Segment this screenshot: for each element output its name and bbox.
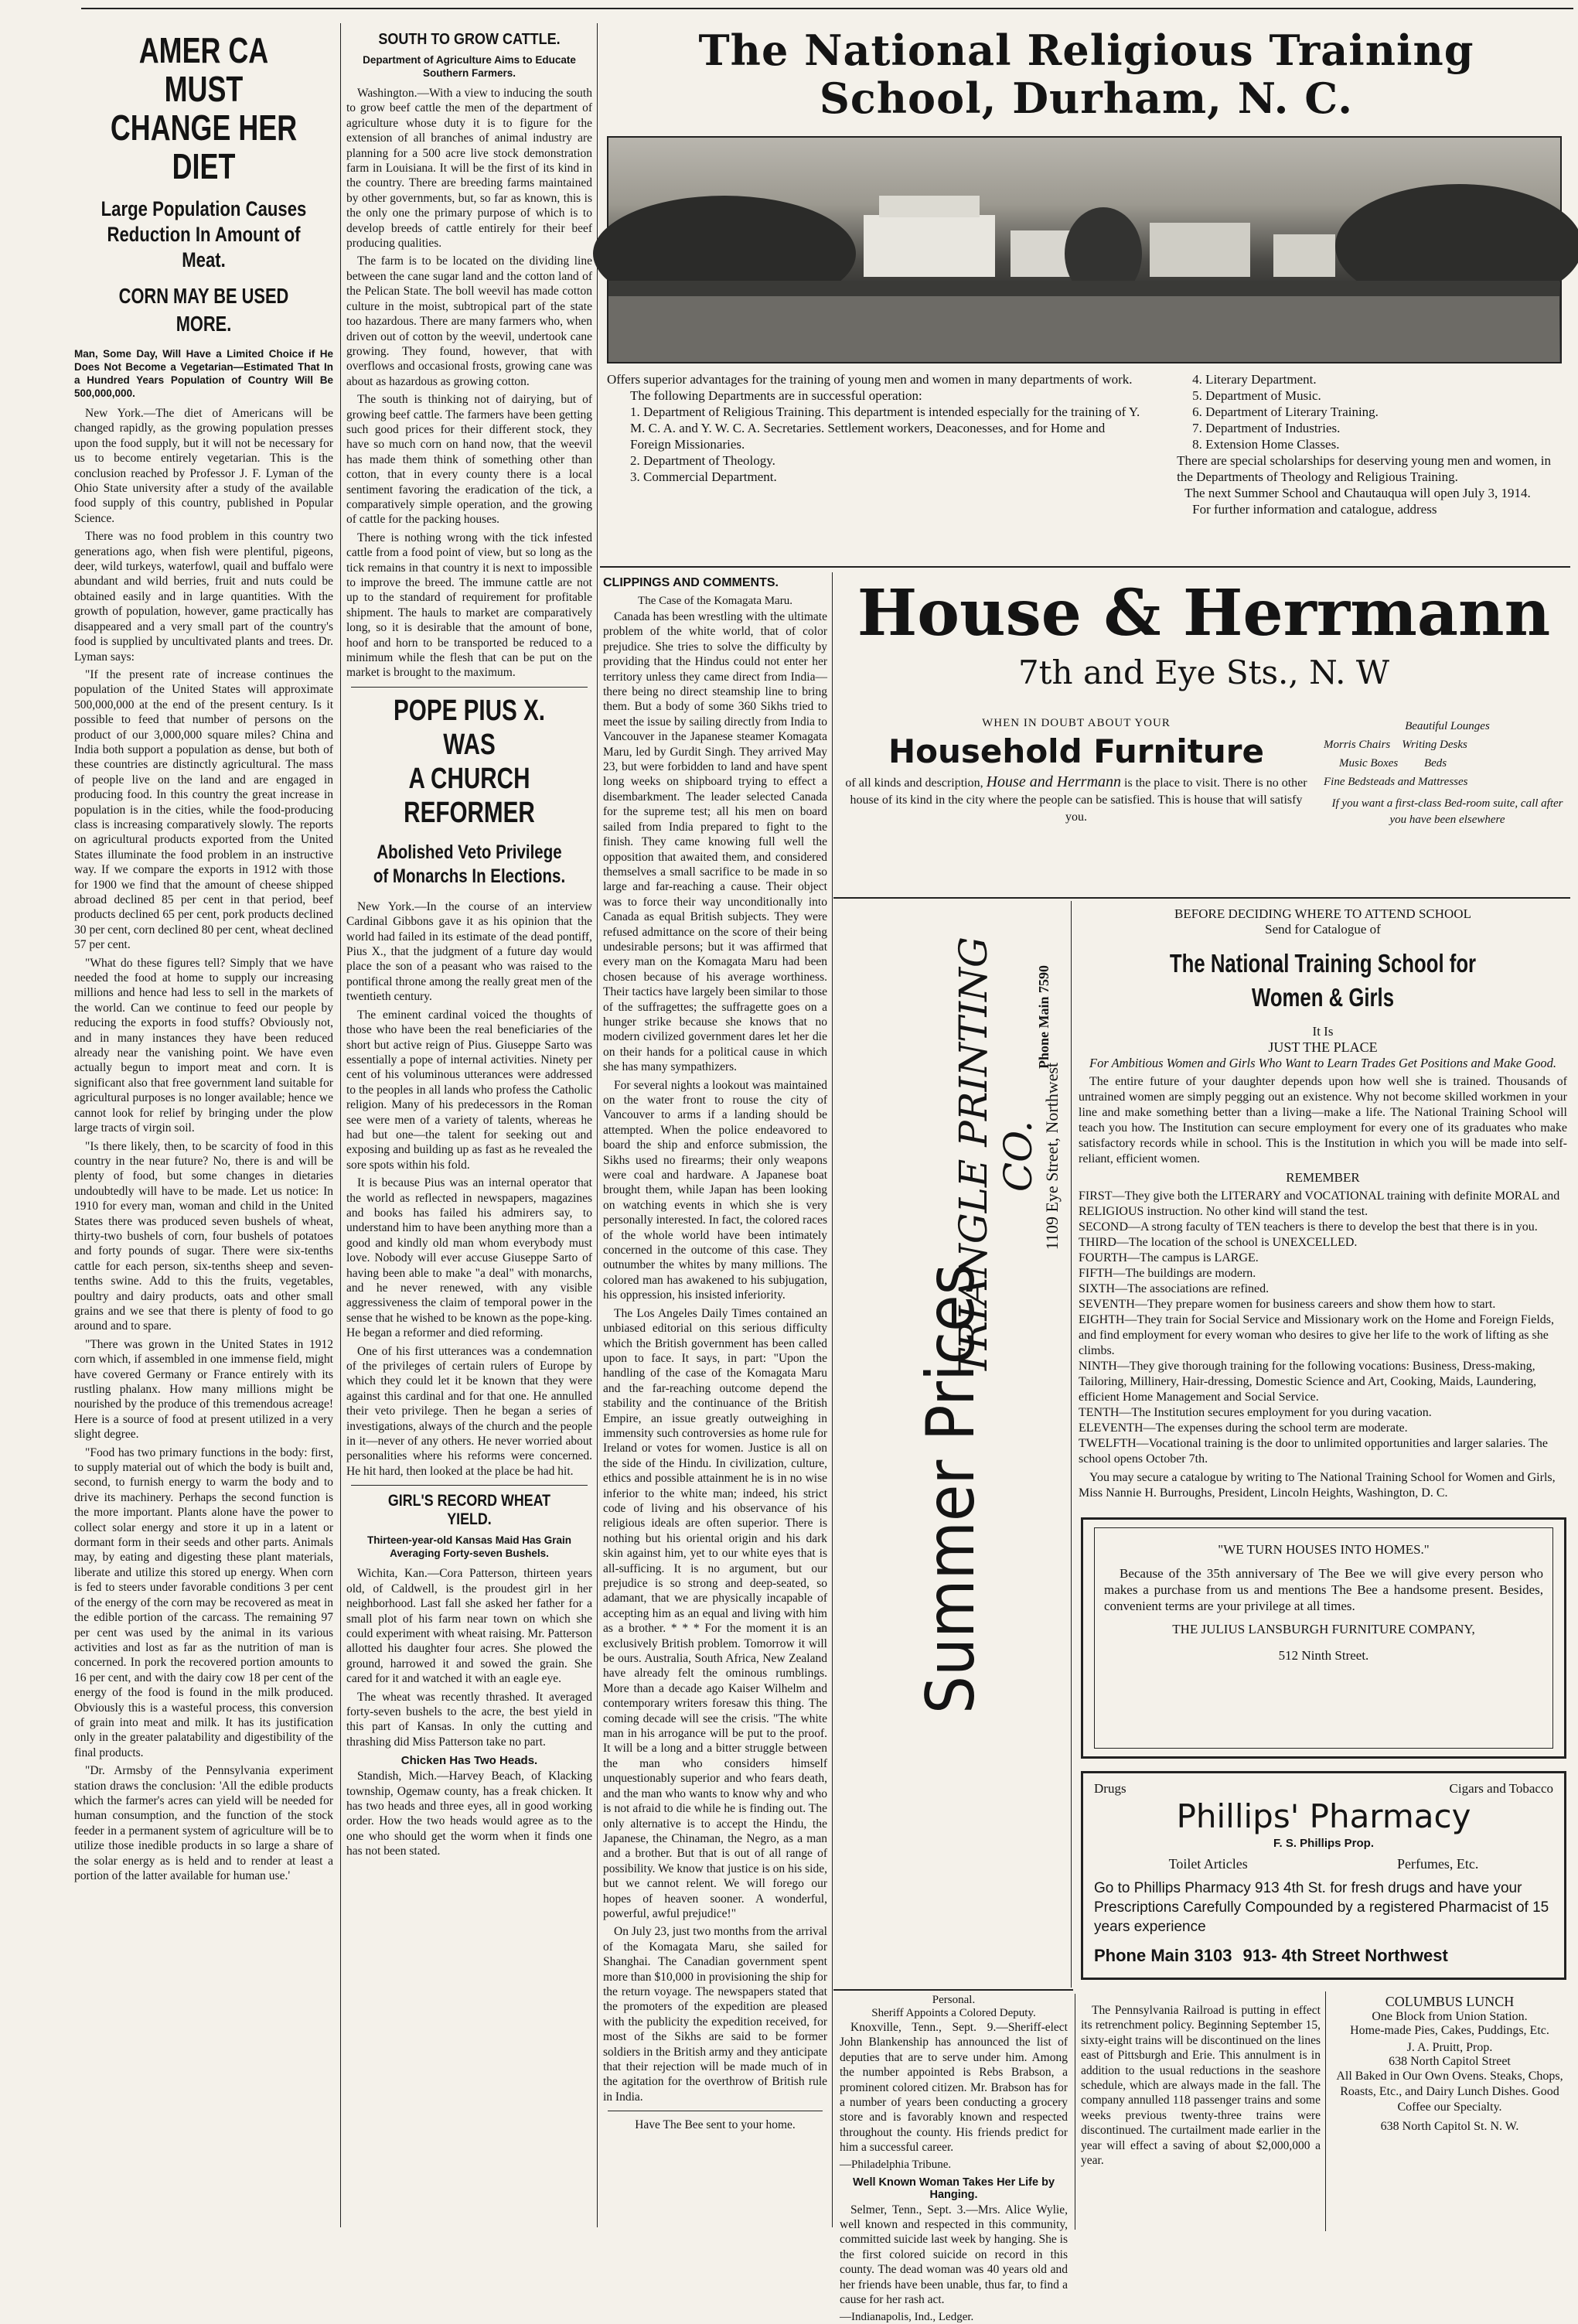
- ad-dept-7: 7. Department of Industries.: [1192, 421, 1341, 435]
- page-top-rule: [81, 8, 1573, 9]
- column-rule: [832, 572, 833, 2227]
- hh-body-2: is the place to visit. There is no other house of its kind in the city where the people can be satisfied. This is house that will satisfy you.: [850, 776, 1307, 824]
- phillips-toilet: Toilet Articles: [1168, 1856, 1248, 1872]
- lansburgh-company: THE JULIUS LANSBURGH FURNITURE COMPANY,: [1172, 1622, 1475, 1636]
- columbus-body: All Baked in Our Own Ovens. Steaks, Chops, Roasts, Etc., and Dairy Lunch Dishes. Good Coffee our Specialty.: [1336, 2070, 1563, 2114]
- ts-item: TWELFTH—Vocational training is the door to unlimited opportunities and larger salaries. The school opens October 7th.: [1079, 1437, 1548, 1466]
- lansburgh-address: 512 Ninth Street.: [1278, 1648, 1369, 1663]
- paragraph: New York.—The diet of Americans will be changed rapidly, as the growing population presses upon the food supply, but it will not be necessary for us to become entirely vegetarian. This is the conclusion reached by Professor J. F. Lyman of the Ohio State university after a study of the available food supply of this country, published in Popular Science.: [74, 407, 333, 525]
- ts-item: FIRST—They give both the LITERARY and VOCATIONAL training with definite MORAL and RELIGIOUS instruction. No other kind will stand the test.: [1079, 1189, 1560, 1218]
- ad-lead: The following Departments are in successful operation:: [630, 388, 922, 403]
- triangle-phone: Phone Main 7590: [1036, 965, 1051, 1070]
- paragraph: The wheat was recently thrashed. It averaged forty-seven bushels to the acre, the best yield in this part of Kansas. In only the cutting and thrashing did Miss Patterson take no part.: [346, 1690, 592, 1749]
- ts-closing: You may secure a catalogue by writing to The National Training School for Women and Girls, Miss Nannie H. Burroughs, President, Lincoln Heights, Washington, D. C.: [1079, 1471, 1556, 1500]
- ad-intro: Offers superior advantages for the training of young men and women in many departments of work.: [607, 372, 1133, 387]
- paragraph: "What do these figures tell? Simply that we have needed the food at home to supply our increasing millions and hence had less to sell in the markets of the world. Can we continue to feed our people by reducing the exports in food stuffs? Obviously not, and in many instances they have been reduced already near the vanishing point. We have even actually begun to import meat and corn. It is significant also that free government land suitable for agricultural purposes is no longer available; hence we cannot look for relief by bringing under the plow large tracts of virgin soil.: [74, 956, 333, 1135]
- ad-training-school-women: [1079, 906, 1567, 1514]
- ad-columbus-lunch: [1331, 1994, 1568, 2230]
- column-rule: [1325, 1991, 1326, 2231]
- deck-pope: Abolished Veto Privilege of Monarchs In Elections.: [373, 841, 566, 887]
- ad-house-herrmann: [837, 568, 1571, 897]
- paragraph: There was no food problem in this country two generations ago, when fish were plentiful, pigeons, deer, wild turkeys, waterfowl, quail and buffalo were abundant and wild berries, fruit and nuts could be obtained easily and in large quantities. With the growth of population, however, game practically has disappeared and a very small part of the country's food is supplied by uncultivated plants and trees. Dr. Lyman says:: [74, 530, 333, 664]
- ad-title-line-1: The National Religious Training: [698, 26, 1474, 75]
- paragraph: The south is thinking not of dairying, but of growing beef cattle. The farmers have been getting such good prices for their different stock, they have so much corn on hand now, that the weevil has made them think of something other than cotton, that in every county there is a local sentiment favoring the eradication of the tick, a comparatively simple operation, and the growing of cattle for the packing houses.: [346, 393, 592, 527]
- divider: [351, 1485, 588, 1486]
- ts-item: FIFTH—The buildings are modern.: [1079, 1267, 1256, 1280]
- phillips-cigars: Cigars and Tobacco: [1449, 1781, 1553, 1796]
- paragraph: It is because Pius was an internal operator that the world as reflected in newspapers, magazines and books has failed his admirers say, to understand him to have been anything more than a good and kindly old man whom everybody must love. Nobody will ever accuse Giuseppe Sarto of having been able to make "a deal" with monarchs, and he never renewed, with any visible aggressiveness the claim of temporal power in the sense that he wished to be known as the pope-king. He began a reformer and died reforming.: [346, 1176, 592, 1340]
- ts-item: NINTH—They give thorough training for the following vocations: Business, Dress-making, Tailoring, Millinery, Hair-dressing, Domestic Science and Art, Cooking, Maids, Laundering, efficient Home Management and Social Service.: [1079, 1360, 1537, 1404]
- article-personal: [840, 1994, 1068, 2323]
- ad-dept-2: 2. Department of Theology.: [630, 453, 775, 468]
- headline-pope-2: A CHURCH REFORMER: [404, 762, 535, 829]
- hh-item: Beautiful Lounges: [1405, 720, 1490, 732]
- ad-dept-1: 1. Department of Religious Training. This department is intended especially for the training of Y. M. C. A. and Y. W. C. A. Secretaries. Settlement workers, Deaconesses, and for Home and Foreign Missionaries.: [630, 404, 1140, 452]
- phillips-name: Phillips' Pharmacy: [1176, 1797, 1471, 1835]
- triangle-summer-prices: Summer Prices: [912, 1263, 990, 1715]
- headline-south-cattle: SOUTH TO GROW CATTLE.: [378, 31, 561, 48]
- paragraph: The farm is to be located on the dividing line between the cane sugar land and the cotton land of the Pelican State. The boll weevil has made cotton culture in the moist, subtropical part of the state too hazardous. There are many farmers who, when driven out of cotton by the weevil, undertook cane growing. They found, however, that with overflows and occasional frosts, growing cane was about as hazardous as growing cotton.: [346, 254, 592, 388]
- columbus-line-2: Home-made Pies, Cakes, Puddings, Etc.: [1350, 2024, 1549, 2037]
- ad-phillips-pharmacy: [1081, 1771, 1566, 1980]
- hh-address: 7th and Eye Sts., N. W: [1017, 654, 1390, 691]
- ts-item: TENTH—The Institution secures employment for you during vacation.: [1079, 1406, 1432, 1419]
- article-clippings: [603, 576, 827, 2231]
- personal-subhead-2: Well Known Woman Takes Her Life by Hanging.: [852, 2176, 1055, 2201]
- phillips-perfumes: Perfumes, Etc.: [1396, 1856, 1479, 1872]
- hh-name: House & Herrmann: [857, 576, 1551, 650]
- deck-corn-may-be-used: CORN MAY BE USED MORE.: [118, 284, 289, 336]
- ts-item: SECOND—A strong faculty of TEN teachers is there to develop the best that there is in you.: [1079, 1220, 1538, 1234]
- phillips-prop: F. S. Phillips Prop.: [1273, 1837, 1375, 1850]
- ts-item: ELEVENTH—The expenses during the school term are moderate.: [1079, 1421, 1408, 1435]
- ts-item: THIRD—The location of the school is UNEXCELLED.: [1079, 1236, 1358, 1249]
- lansburgh-body: Because of the 35th anniversary of The Bee we will give every person who makes a purchase from us and mentions The Bee a handsome present. Besides, convenient terms are your privilege at all times.: [1104, 1566, 1543, 1613]
- railroad-body: The Pennsylvania Railroad is putting in effect its retrenchment policy. Beginning September 15, sixty-eight trains will be discontinued on the lines east of Pittsburgh and Erie. This annulment is in addition to the usual reductions in the seashore schedule, which are always made in the fall. The company annulled 118 passenger trains and some weeks previous twenty-three trains were discontinued. The curtailment made earlier in the year will effect a saving of about $2,000,000 a year.: [1081, 2004, 1321, 2168]
- columbus-prop: J. A. Pruitt, Prop.: [1406, 2041, 1493, 2054]
- hh-household: Household Furniture: [888, 732, 1264, 770]
- ts-remember: REMEMBER: [1286, 1170, 1360, 1185]
- section-rule: [833, 1989, 1073, 1991]
- columbus-line-1: One Block from Union Station.: [1372, 2010, 1528, 2023]
- ad-summer-school: The next Summer School and Chautauqua will open July 3, 1914.: [1184, 486, 1531, 500]
- paragraph: Canada has been wrestling with the ultimate problem of the white world, that of color prejudice. She tries to solve the difficulty by providing that the Hindus could not enter her territory unless they came direct from India—there being no direct steamship line to bring them. But a body of some 360 Sikhs tried to meet the issue by sailing directly from India to Vancouver in the Japanese steamer Komagata Maru, led by Gurdit Singh. They arrived May 23, but were forbidden to land and have spent long weeks on shipboard trying to effect a disembarkment. The leader selected Canada for the supreme test; all his men on board sailed from India prepared to fight to the finish. They came knowing full well the opposition that awaited them, and considered themselves a small sacrifice to be made in so large and far-reaching a cause. Their object was to force their way unconditionally into Canada as equal British subjects. They were refused admittance on the score of their being undesirable persons; but it was affirmed that every man on the Komagata Maru had been chosen because of his average worthiness. Their tactics have largely been similar to those of the suffragettes; the suffragette goes on a hunger strike because she knows that no modern civilized government dares let her die on their hands for a political cause in which she has many sympathizers.: [603, 610, 827, 1074]
- ad-further-info: For further information and catalogue, address: [1192, 502, 1437, 517]
- ad-dept-6: 6. Department of Literary Training.: [1192, 404, 1379, 419]
- paragraph: One of his first utterances was a condemnation of the privileges of certain rulers of Europe by which they could let it be known that they were against this cardinal and for that one. He annulled their veto privilege. Then he began a series of investigations, always of the church and the people in it—never of any others. He never worried about personalities where his reforms were concerned. He hit hard, then looked at the place be had hit.: [346, 1344, 592, 1478]
- paragraph: The Los Angeles Daily Times contained an unbiased editorial on this serious difficulty which the British government has been called upon to face. It says, in part: "Upon the handling of the case of the Komagata Maru and the far-reaching outcome depend the stability and the continuance of the British Empire, an issue greatly outweighing in immensity such controversies as home rule for Ireland or votes for women. Justice is all on the side of the Hindu. In civilization, culture, ethics and possible attainment he is in no wise inferior to the white man; indeed, his strict code of living and his observance of his religious ideals are often superior. There is nothing but his oriental origin and his dark skin against him, yet to our white eyes that is all-sufficing. It is no argument, but our prejudice is so strong and deep-seated, so adamant, that we are physically incapable of accepting him as an equal and living with him as a brother. * * * For the moment it is an exclusively British problem. Tomorrow it will be ours. Australia, South Africa, New Zealand have already felt the ominous rumblings. More than a decade ago Kaiser Wilhelm and contemporary writers foresaw this thing. The coming decade will see the crisis. "The white man in his arrogance will be put to the proof. It will be a long and a bitter struggle between the man who considers himself unquestionably superior and who fears death, and the man who wants to know why and who is not afraid to die while he is finding out. The only alternative is to accept the Hindu, the Japanese, the Chinaman, the Negro, as a man and a brother. But that is out of all range of possibility. We know that justice is on his side, but we cannot relent. We will forego our hopes of heaven sooner. A wonderful, powerful, awful prejudice!": [603, 1306, 827, 1920]
- summary-south-cattle: Department of Agriculture Aims to Educate Southern Farmers.: [363, 54, 576, 79]
- ad-scholarships: There are special scholarships for deserving young men and women, in the Departments of Theology and Religious Training.: [1177, 453, 1552, 484]
- paragraph: Standish, Mich.—Harvey Beach, of Klacking township, Ogemaw county, has a freak chicken. It has two heads and three eyes, all in good working order. How the two heads would agree as to the one who should get the worm when it finds one has not been stated.: [346, 1769, 592, 1858]
- columbus-name: COLUMBUS LUNCH: [1385, 1994, 1515, 2009]
- ts-send: Send for Catalogue of: [1265, 922, 1381, 937]
- ad-title-line-2: School, Durham, N. C.: [819, 73, 1354, 123]
- ad-dept-8: 8. Extension Home Classes.: [1192, 437, 1340, 452]
- ts-item: SEVENTH—They prepare women for business careers and show them how to start.: [1079, 1298, 1496, 1311]
- paragraph: "If the present rate of increase continues the population of the United States will approximate 500,000,000 at the end of the present century. Is it possible to feed that number of persons on the product of our 3,000,000 square miles? China and India both support a population as dense, but both of these countries are distinctly agricultural. The mass of people live on the land and are engaged in producing food. In this country the great increase in population is in the cities, while the food-producing class is increasing comparatively slowly. The reports on agricultural products exported from the United States illuminate the food problem in an instructive way. If we compare the exports in 1912 with those for 1900 we find that the amount of cheese shipped abroad declined 85 per cent in that period, beef products declined 65 per cent, pork products declined 30 per cent, corn declined 80 per cent, wheat declined 57 per cent.: [74, 667, 333, 952]
- campus-photo: [607, 136, 1562, 363]
- paragraph: New York.—In the course of an interview Cardinal Gibbons gave it as his opinion that the world had failed in its estimate of the dead pontiff, Pius X., that the judgment of a future day would place the son of a peasant who was raised to the pontifical throne among the really great men of the twentieth century.: [346, 899, 592, 1004]
- deck-large-population: Large Population Causes Reduction In Amount of Meat.: [101, 197, 307, 271]
- paragraph: For several nights a lookout was maintained on the water front to rouse the city of Vancouver to arms if a landing should be attempted. When the police endeavored to board the ship and enforce submission, the Sikhs used no firearms; their only weapons were coal and hardware. A Japanese boat brought them, while Japan has been looking on watching events in which she is very personally interested. In fact, the colored races of the whole world have been intimately concerned in the outcome of this case. They outnumber the whites by many millions. The colored man has awakened to his subjugation, his oppression, his insisted inferiority.: [603, 1078, 827, 1302]
- ts-place: JUST THE PLACE: [1268, 1039, 1378, 1055]
- personal-source-2: —Indianapolis, Ind., Ledger.: [840, 2310, 974, 2323]
- hh-body-name: House and Herrmann: [986, 773, 1122, 790]
- phillips-drugs: Drugs: [1094, 1781, 1126, 1796]
- ts-item: EIGHTH—They train for Social Service and Missionary work on the Home and Foreign Fields, and find employment for every woman who desires to give her life to the work of lifting as she climbs.: [1079, 1313, 1554, 1357]
- summary-girls-wheat: Thirteen-year-old Kansas Maid Has Grain Averaging Forty-seven Bushels.: [366, 1534, 572, 1560]
- hh-body-1: of all kinds and description,: [845, 776, 983, 790]
- section-rule: [833, 897, 1570, 899]
- phillips-street: 913- 4th Street Northwest: [1242, 1946, 1448, 1965]
- column-rule: [597, 23, 598, 2227]
- ts-title: The National Training School for Women & Girls: [1169, 949, 1477, 1012]
- hh-item: Morris Chairs Writing Desks: [1324, 739, 1467, 751]
- paragraph: On July 23, just two months from the arrival of the Komagata Maru, she sailed for Shanghai. The Canadian government spent more than $10,000 in provisioning the ship for the return voyage. The newspapers stated that the promoters of the expedition are pleased with the publicity the expedition received, for most of the Sikhs are said to be former soldiers in the British army and they anticipate that their rejection will be made much of in the agitation for the overthrow of British rule in India.: [603, 1925, 827, 2104]
- headline-pope-1: POPE PIUS X. WAS: [393, 694, 546, 761]
- hh-item: Fine Bedsteads and Mattresses: [1324, 776, 1468, 788]
- triangle-address: 1109 Eye Street, Northwest: [1042, 1062, 1062, 1251]
- divider: [351, 687, 588, 688]
- headline-america-1: AMER CA MUST: [138, 30, 269, 109]
- paragraph: "Is there likely, then, to be scarcity of food in this country in the near future? No, there is and will be plenty of food, but some changes in dietaries undoubtedly will have to be made. Let us notice: In 1910 for every man, woman and child in the United States there was produced seven bushels of wheat, thirty-two bushels of corn, four bushels of potatoes and forty pounds of sugar. There were six-tenths cattle for each person, six-tenths sheep and seven-tenths swine. Add to this the fruits, vegetables, poultry and dairy products, oats and other small grains and we see that there is plenty of food to go around and to spare.: [74, 1139, 333, 1333]
- paragraph: "Food has two primary functions in the body: first, to supply material out of which the body is built and, second, to furnish energy to warm the body and to drive its machinery. Perhaps the second function is the more important. Plants alone have the power to collect solar energy and store it up in a latent or dormant form in their seeds and other parts. Animals may, by eating and digesting these plant materials, liberate and utilize this stored up energy. When corn is fed to steers under favorable conditions 3 per cent of the energy of the corn may be recovered as meat in the edible portion of the carcass. The remaining 97 per cent was used by the animal in its various activities and lost as far as the nutrition of man is concerned. In pork the recovered portion amounts to 16 per cent, and with the dairy cow 18 per cent of the energy of the food is found in the milk produced. Obviously this is a wasteful process, this conversion of grain into meat and milk. It has its justification only in the greater palatability and digestibility of the final products.: [74, 1445, 333, 1759]
- paragraph: "There was grown in the United States in 1912 corn which, if assembled in one immense field, might have covered Germany or France entirely with its rustling phalanx. How many millions might be nourished by the produce of this tremendous acreage! Here is a source of food at present utilized in a very slight degree.: [74, 1337, 333, 1442]
- ts-item: FOURTH—The campus is LARGE.: [1079, 1251, 1259, 1264]
- article-railroad: [1081, 2003, 1321, 2231]
- headline-america-2: CHANGE HER DIET: [110, 107, 298, 186]
- lansburgh-title: "WE TURN HOUSES INTO HOMES.": [1218, 1542, 1430, 1557]
- section-rule: [600, 566, 1570, 568]
- summary-america-diet: Man, Some Day, Will Have a Limited Choice if He Does Not Become a Vegetarian—Estimated That In a Hundred Years Population of Country Will Be 500,000,000.: [74, 348, 333, 399]
- paragraph: The eminent cardinal voiced the thoughts of those who have been the real beneficiaries of the short but active reign of Pius. Giuseppe Sarto was essentially a pope of internal activities. Ninety per cent of his voluminous utterances were addressed to the peoples in all lands who profess the Catholic religion. Many of his predecessors in the Roman see were men of a variety of talents, whereas he had but one—the talent for seeking out and exposing and building up as fast as he revealed the sore spots within his fold.: [346, 1008, 592, 1172]
- personal-header: Personal.: [932, 1994, 976, 2006]
- column-rule: [1071, 901, 1072, 1988]
- phillips-phone: Phone Main 3103: [1094, 1946, 1232, 1965]
- paragraph: "Dr. Armsby of the Pennsylvania experiment station draws the conclusion: 'All the edible products which the farmer's acres can yield will be needed for human consumption, and the function of the stock feeder in a permanent system of agriculture will be to utilize those inedible products in so large a share of the solar energy as is held and to render at least a portion of the latter available for human use.': [74, 1764, 333, 1882]
- column-rule: [340, 23, 341, 2227]
- ts-body: The entire future of your daughter depends upon how well she is trained. Thousands of untrained women are simply pegging out an existence. Why not become skilled workmen in your line and make something better than a living—make a life. The National Training School will teach you how. The Institution can secure employment for every one of its graduates who make satisfactory records while in school. This is the Institution in which you will be made into self-reliant, efficient women.: [1079, 1075, 1567, 1165]
- ad-religious-training-school: [603, 26, 1569, 568]
- personal-source: —Philadelphia Tribune.: [840, 2158, 952, 2171]
- personal-body-2: Selmer, Tenn., Sept. 3.—Mrs. Alice Wylie, well known and respected in this community, committed suicide last week by hanging. She is the first colored suicide on record in this county. The dead woman was 40 years old and her friends have been unable, thus far, to find a cause for her rash act.: [840, 2203, 1068, 2307]
- personal-subhead: Sheriff Appoints a Colored Deputy.: [871, 2007, 1036, 2019]
- phillips-body: Go to Phillips Pharmacy 913 4th St. for fresh drugs and have your Prescriptions Carefully Compounded by a registered Pharmacist of 15 years experience: [1094, 1880, 1549, 1935]
- hh-item: Music Boxes Beds: [1339, 757, 1447, 770]
- personal-body: Knoxville, Tenn., Sept. 9.—Sheriff-elect John Blankenship has announced the list of deputies that are to serve under him. Among the number appointed is Rebs Brabson, a prominent colored citizen. Mr. Brabson has for a number of years been conducting a grocery store and is favorably known and respected throughout the county. His friends predict for him a successful career.: [840, 2021, 1068, 2155]
- ts-before: BEFORE DECIDING WHERE TO ATTEND SCHOOL: [1174, 906, 1471, 921]
- hh-when-in-doubt: WHEN IN DOUBT ABOUT YOUR: [982, 717, 1171, 729]
- campus-photo-art: [608, 138, 1559, 362]
- ad-lansburgh: [1081, 1517, 1566, 1759]
- hh-tagline: If you want a first-class Bed-room suite, call after you have been elsewhere: [1331, 797, 1563, 826]
- ts-it-is: It Is: [1312, 1024, 1334, 1039]
- ts-item: SIXTH—The associations are refined.: [1079, 1282, 1270, 1295]
- ad-triangle-printing: [835, 901, 1067, 1988]
- headline-chicken: Chicken Has Two Heads.: [400, 1754, 538, 1768]
- hh-items: [1324, 717, 1571, 791]
- paragraph: Washington.—With a view to inducing the south to grow beef cattle the men of the department of agriculture whose duty it is to figure for the extension of all branches of animal industry are planning for a 500 acre live stock demonstration farm in Louisiana. It will be the first of its kind in the country. There are breeding farms maintained by other governments, but, so far as known, this is the only one the primary purpose of which is to develop breeds of cattle entirely for their beef producing qualities.: [346, 87, 592, 251]
- paragraph: Wichita, Kan.—Cora Patterson, thirteen years old, of Caldwell, is the proudest girl in her neighborhood. Last fall she asked her father for a small plot of his farm near town on which she could experiment with wheat raising. Mr. Patterson allotted his daughter four acres. She plowed the ground, harrowed it and sowed the grain. She cared for it and watched it with an eagle eye.: [346, 1567, 592, 1686]
- column-2: [346, 31, 592, 2227]
- columbus-address: 638 North Capitol Street: [1389, 2055, 1511, 2068]
- ts-items: [1079, 1189, 1567, 1467]
- columbus-address-2: 638 North Capitol St. N. W.: [1380, 2120, 1519, 2133]
- article-america-diet: [74, 31, 333, 2227]
- paragraph: There is nothing wrong with the tick infested cattle from a food point of view, but so long as the tick remains in that country it is next to impossible to improve the breed. The immune cattle are not up to the standard of requirement for profitable shipment. The hauls to market are comparatively long, so it is desirable that the amount of bone, hoof and horn to be transported be reduced to a minimum while the flesh that can be put on the market is brought to the maximum.: [346, 531, 592, 680]
- ad-dept-5: 5. Department of Music.: [1192, 388, 1321, 403]
- ad-dept-3: 3. Commercial Department.: [630, 469, 777, 484]
- ad-dept-4: 4. Literary Department.: [1192, 372, 1317, 387]
- headline-girls-wheat: GIRL'S RECORD WHEAT YIELD.: [387, 1492, 551, 1529]
- triangle-company: TRIANGLE PRINTING CO.: [951, 937, 1041, 1376]
- ts-ambitious: For Ambitious Women and Girls Who Want to Learn Trades Get Positions and Make Good.: [1089, 1056, 1556, 1070]
- clippings-header: CLIPPINGS AND COMMENTS.: [603, 576, 779, 589]
- clippings-subhead: The Case of the Komagata Maru.: [638, 595, 792, 607]
- clippings-footer: Have The Bee sent to your home.: [635, 2118, 796, 2132]
